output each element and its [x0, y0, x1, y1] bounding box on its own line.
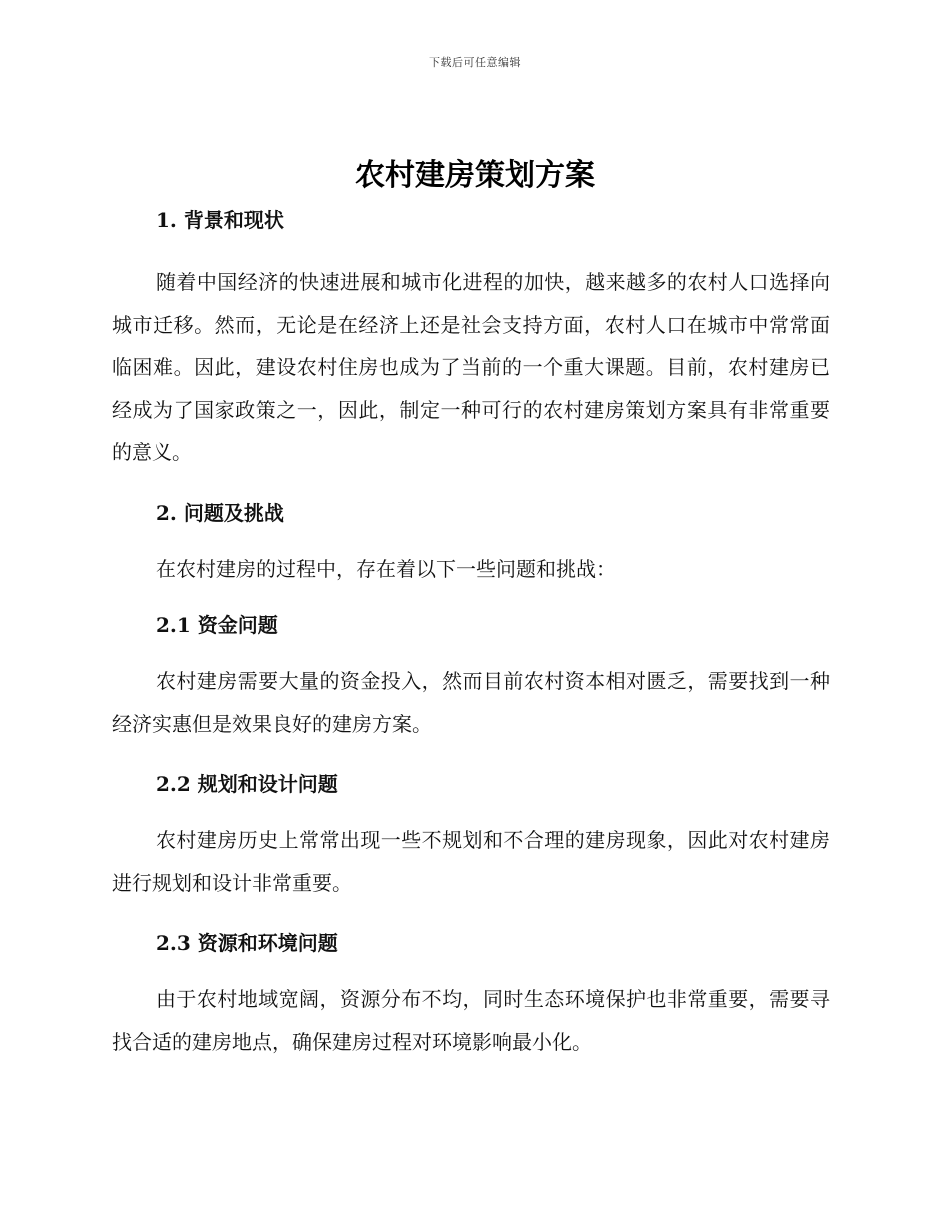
- document-title: 农村建房策划方案: [355, 158, 595, 193]
- section-heading-problems: 2. 问题及挑战: [156, 500, 284, 525]
- header-note: 下载后可任意编辑: [429, 56, 521, 69]
- subsection-heading-funding: 2.1 资金问题: [156, 613, 278, 637]
- paragraph-background: 随着中国经济的快速进展和城市化进程的加快，越来越多的农村人口选择向城市迁移。然而，无论是在经济上还是社会支持方面，农村人口在城市中常常面临困难。因此，建设农村住房也成为了当前的一个重大课题。目前，农村建房已经成为了国家政策之一，因此，制定一种可行的农村建房策划方案具有非常重要的意义。: [112, 270, 830, 464]
- subsection-heading-environment: 2.3 资源和环境问题: [156, 931, 338, 955]
- paragraph-problems-intro: 在农村建房的过程中，存在着以下一些问题和挑战：: [156, 556, 616, 581]
- paragraph-funding: 农村建房需要大量的资金投入，然而目前农村资本相对匮乏，需要找到一种经济实惠但是效果良好的建房方案。: [112, 669, 830, 736]
- paragraph-environment: 由于农村地域宽阔，资源分布不均，同时生态环境保护也非常重要，需要寻找合适的建房地点，确保建房过程对环境影响最小化。: [112, 987, 830, 1054]
- paragraph-planning: 农村建房历史上常常出现一些不规划和不合理的建房现象，因此对农村建房进行规划和设计非常重要。: [112, 828, 830, 895]
- section-heading-background: 1. 背景和现状: [156, 208, 284, 232]
- document-body: [112, 200, 830, 1063]
- subsection-heading-planning: 2.2 规划和设计问题: [156, 772, 338, 796]
